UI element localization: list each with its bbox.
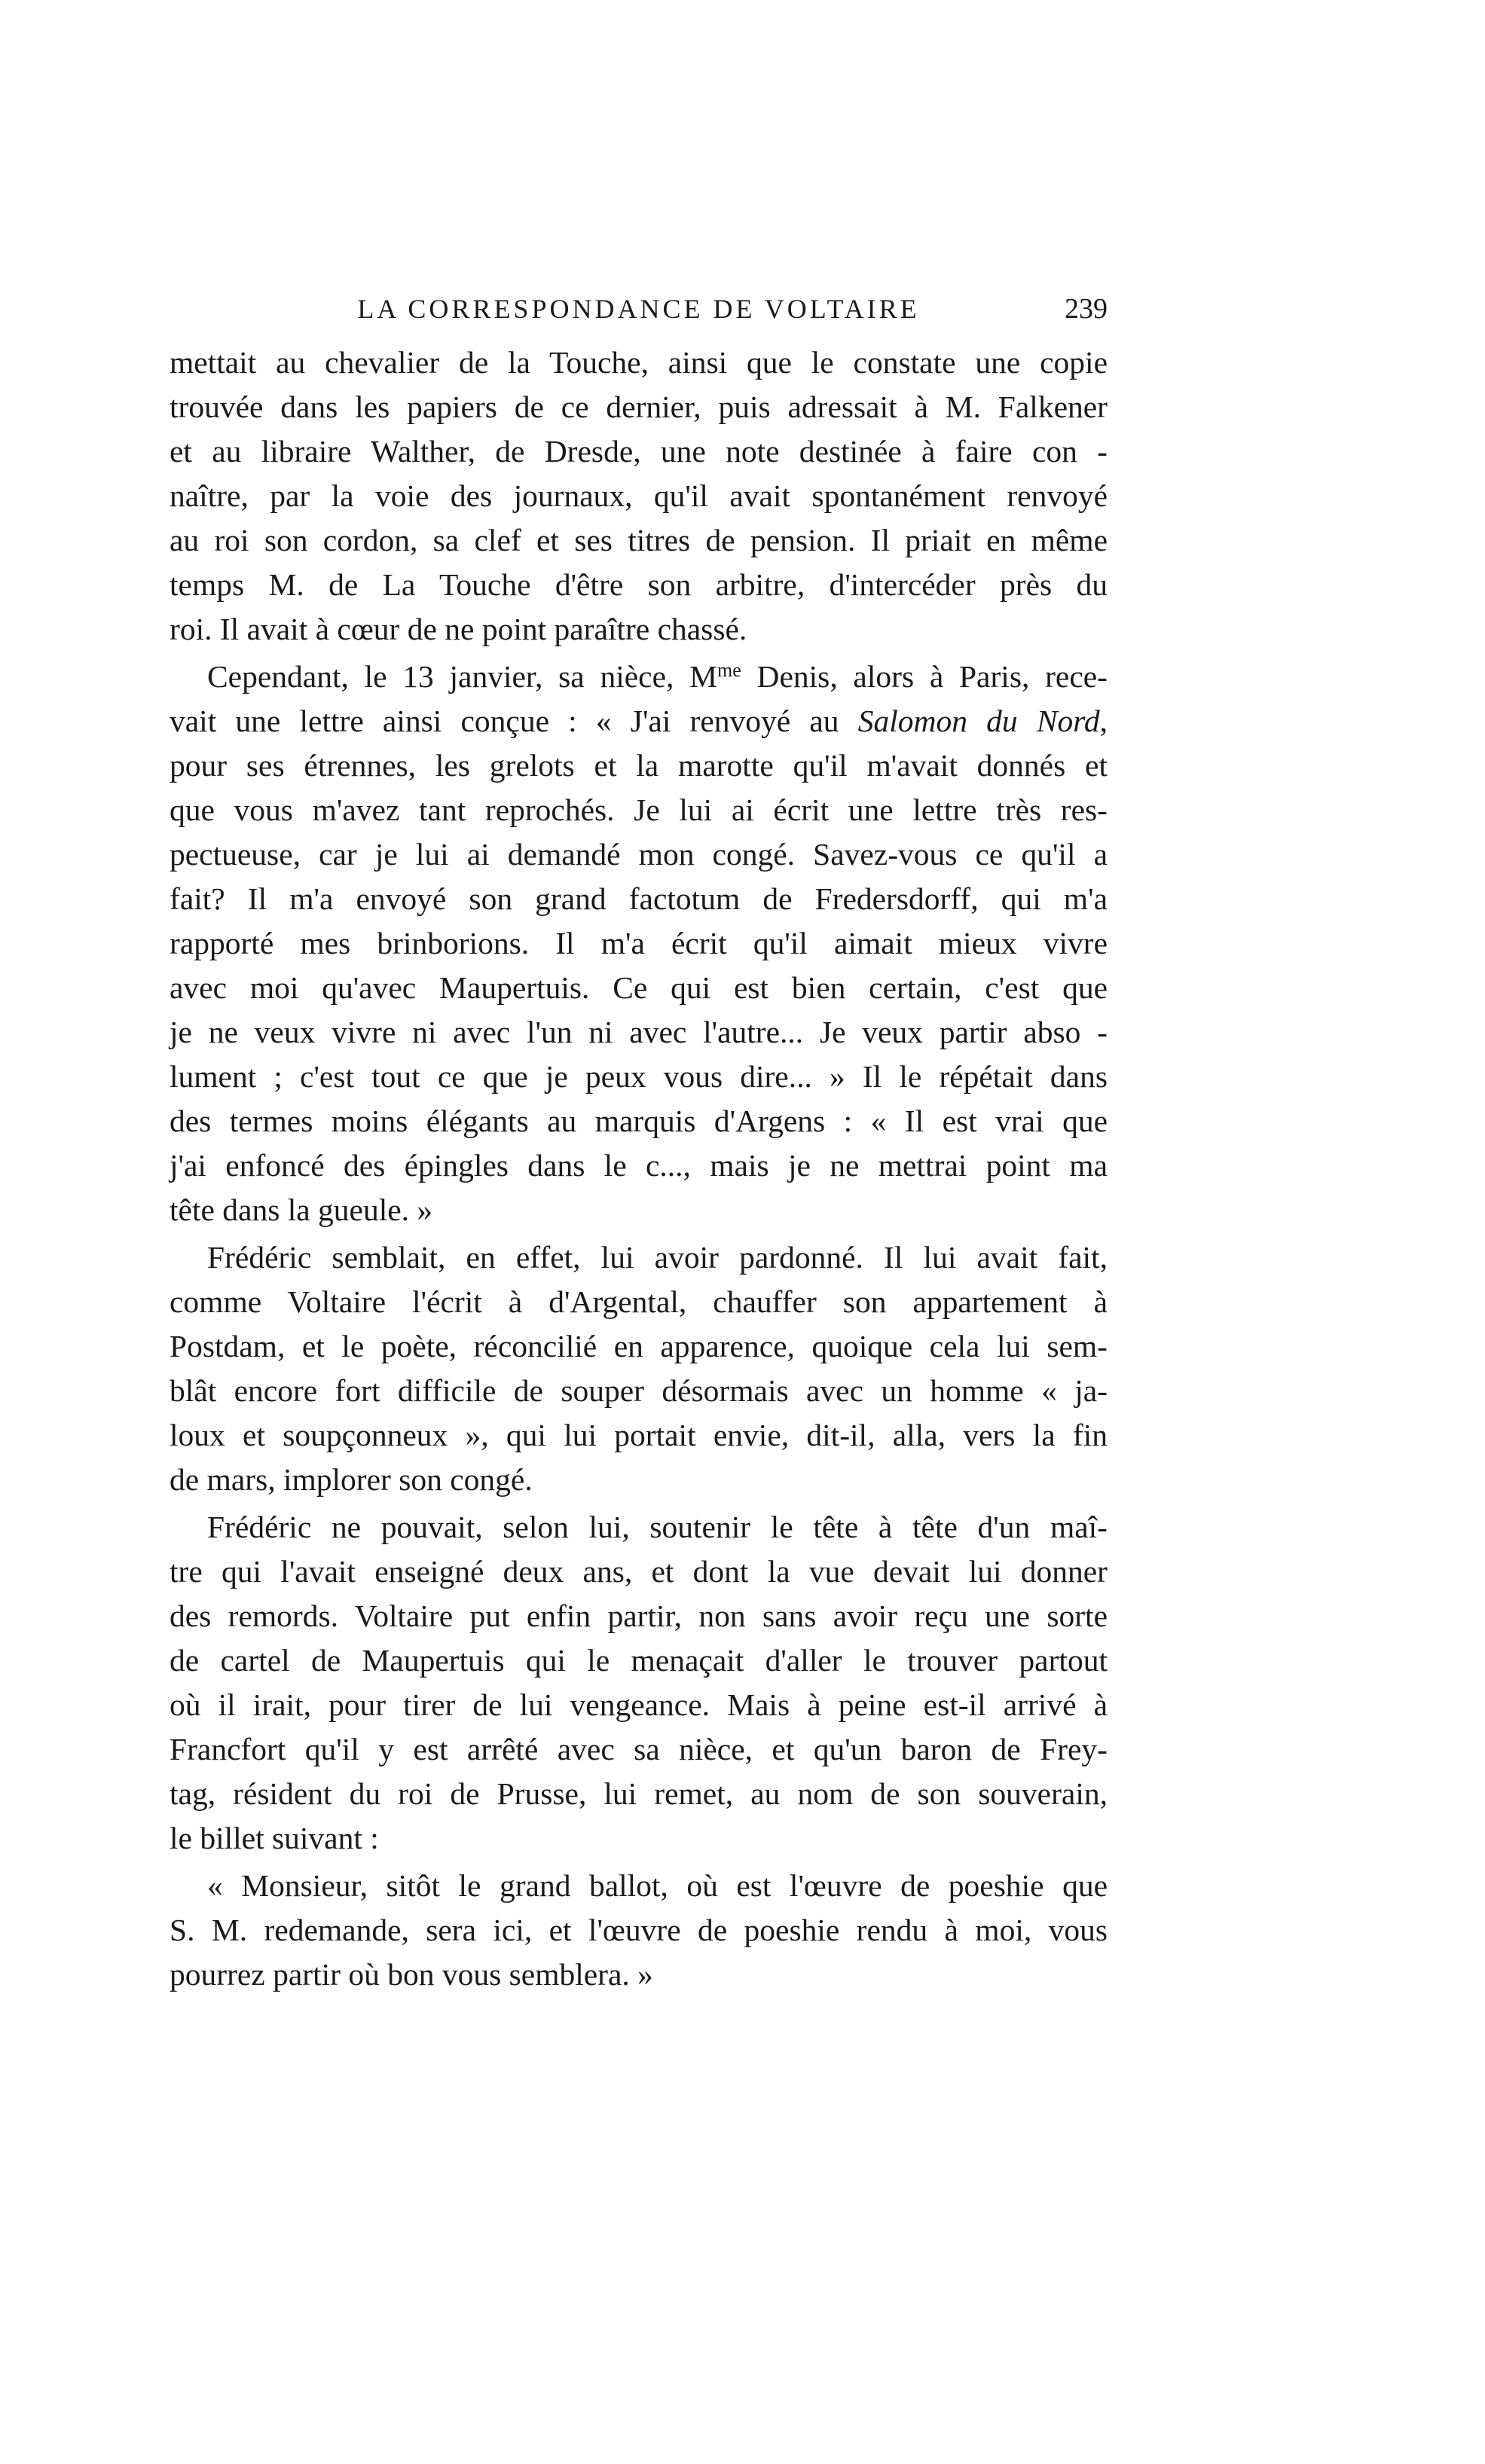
- text-line: des remords. Voltaire put enfin partir, non sans avoir reçu une sorte: [170, 1598, 1108, 1633]
- text-line: naître, par la voie des journaux, qu'il avait spontanément renvoyé: [170, 478, 1108, 513]
- text-line: [170, 655, 1108, 699]
- text-line: et au libraire Walther, de Dresde, une note destinée à faire con -: [170, 434, 1108, 469]
- text-line: Frédéric ne pouvait, selon lui, soutenir le tête à tête d'un maî-: [207, 1510, 1108, 1544]
- text-line: le billet suivant :: [170, 1821, 379, 1855]
- text-line: Frédéric semblait, en effet, lui avoir pardonné. Il lui avait fait,: [207, 1240, 1108, 1275]
- text-line: Postdam, et le poète, réconcilié en apparence, quoique cela lui sem-: [170, 1329, 1108, 1363]
- text-line: pectueuse, car je lui ai demandé mon congé. Savez-vous ce qu'il a: [170, 837, 1108, 872]
- text-line: tête dans la gueule. »: [170, 1192, 433, 1227]
- text-line: [170, 699, 1108, 743]
- text-line: « Monsieur, sitôt le grand ballot, où est l'œuvre de poeshie que: [207, 1868, 1108, 1903]
- text-fragment: Denis, alors à Paris, rece-: [741, 659, 1108, 694]
- text-line: je ne veux vivre ni avec l'un ni avec l'autre... Je veux partir abso -: [170, 1015, 1108, 1049]
- text-line: loux et soupçonneux », qui lui portait envie, dit-il, alla, vers la fin: [170, 1418, 1108, 1452]
- text-line: fait? Il m'a envoyé son grand factotum de Fredersdorff, qui m'a: [170, 881, 1108, 916]
- text-line: temps M. de La Touche d'être son arbitre, d'intercéder près du: [170, 567, 1108, 602]
- text-fragment: ,: [1099, 704, 1108, 738]
- paragraph: [170, 655, 1108, 1232]
- text-fragment: Cependant, le 13 janvier, sa nièce, M: [207, 659, 717, 694]
- paragraph: [170, 1505, 1108, 1861]
- text-line: trouvée dans les papiers de ce dernier, puis adressait à M. Falkener: [170, 389, 1108, 424]
- page-number: 239: [1065, 293, 1108, 325]
- text-line: pourrez partir où bon vous semblera. »: [170, 1957, 653, 1992]
- text-line: tag, résident du roi de Prusse, lui remet, au nom de son souverain,: [170, 1776, 1108, 1811]
- text-line: pour ses étrennes, les grelots et la marotte qu'il m'avait donnés et: [170, 748, 1108, 783]
- text-line: lument ; c'est tout ce que je peux vous dire... » Il le répétait dans: [170, 1059, 1108, 1094]
- text-line: de mars, implorer son congé.: [170, 1462, 533, 1497]
- text-line: j'ai enfoncé des épingles dans le c..., mais je ne mettrai point ma: [170, 1148, 1108, 1183]
- paragraph: [170, 1235, 1108, 1502]
- text-line: rapporté mes brinborions. Il m'a écrit qu'il aimait mieux vivre: [170, 926, 1108, 960]
- text-line: des termes moins élégants au marquis d'Argens : « Il est vrai que: [170, 1104, 1108, 1138]
- text-line: au roi son cordon, sa clef et ses titres de pension. Il priait en même: [170, 523, 1108, 557]
- running-header: [170, 286, 1108, 331]
- text-line: S. M. redemande, sera ici, et l'œuvre de poeshie rendu à moi, vous: [170, 1913, 1108, 1947]
- text-line: avec moi qu'avec Maupertuis. Ce qui est bien certain, c'est que: [170, 970, 1108, 1005]
- text-line: roi. Il avait à cœur de ne point paraître chassé.: [170, 612, 747, 646]
- paragraph: [170, 1864, 1108, 1997]
- text-line: de cartel de Maupertuis qui le menaçait d'aller le trouver partout: [170, 1643, 1108, 1678]
- text-line: Francfort qu'il y est arrêté avec sa nièce, et qu'un baron de Frey-: [170, 1732, 1108, 1766]
- running-header-title: LA CORRESPONDANCE DE VOLTAIRE: [357, 294, 920, 324]
- text-line: où il irait, pour tirer de lui vengeance. Mais à peine est-il arrivé à: [170, 1687, 1108, 1722]
- text-fragment: vait une lettre ainsi conçue : « J'ai renvoyé au: [170, 704, 858, 738]
- superscript: me: [717, 659, 741, 681]
- body-text: [170, 340, 1108, 1997]
- text-line: comme Voltaire l'écrit à d'Argental, chauffer son appartement à: [170, 1284, 1108, 1319]
- text-line: que vous m'avez tant reprochés. Je lui ai écrit une lettre très res-: [170, 792, 1108, 827]
- text-line: tre qui l'avait enseigné deux ans, et dont la vue devait lui donner: [170, 1554, 1108, 1589]
- text-line: blât encore fort difficile de souper désormais avec un homme « ja-: [170, 1373, 1108, 1408]
- italic-title: Salomon du Nord: [857, 704, 1100, 738]
- paragraph: [170, 340, 1108, 652]
- text-line: mettait au chevalier de la Touche, ainsi que le constate une copie: [170, 345, 1108, 380]
